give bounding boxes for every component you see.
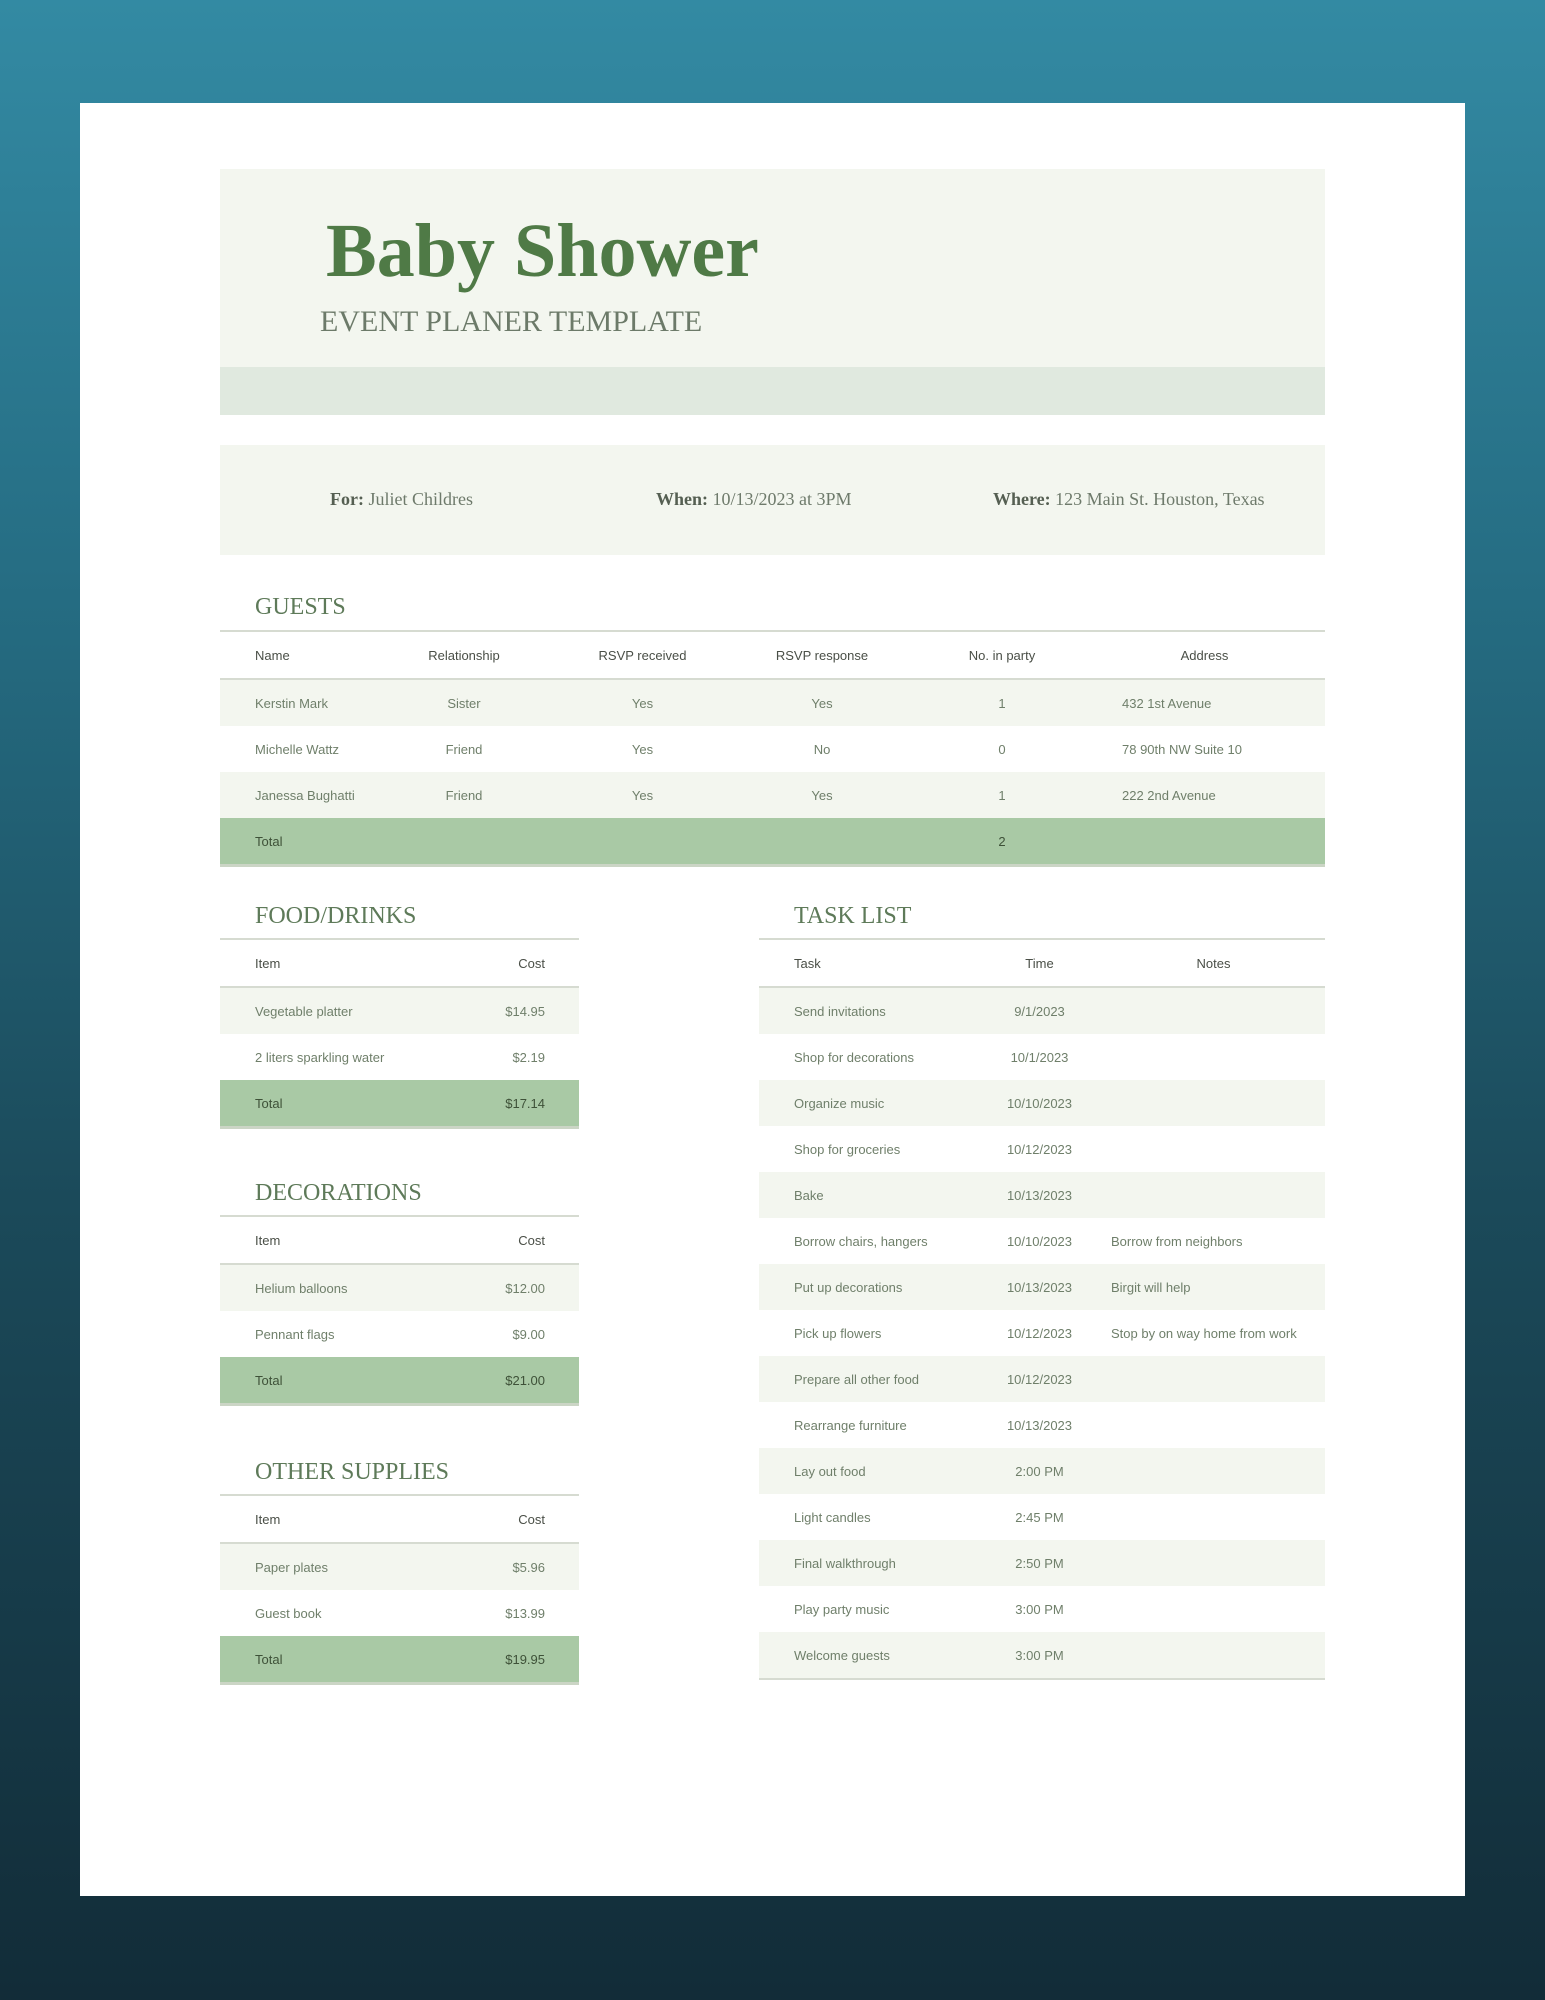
food-title: FOOD/DRINKS (255, 903, 417, 929)
task-time: 10/12/2023 (1006, 1141, 1073, 1157)
task-time: 2:00 PM (977, 1448, 1102, 1494)
decorations-col-item: Item (220, 1216, 450, 1264)
task-time: 10/13/2023 (977, 1264, 1102, 1310)
table-row (759, 1126, 1325, 1172)
task-notes (1102, 1402, 1325, 1448)
guest-rsvp-received: Yes (631, 741, 654, 757)
task-notes (1102, 1448, 1325, 1494)
task-notes (1102, 1494, 1325, 1540)
table-row (759, 1402, 1325, 1448)
guest-name: Michelle Wattz (255, 741, 340, 757)
task-notes (1102, 1126, 1325, 1172)
food-total-value: $17.14 (450, 1080, 579, 1128)
supply-cost: $13.99 (505, 1605, 545, 1621)
event-when (656, 489, 852, 510)
task-time: 3:00 PM (1015, 1601, 1064, 1617)
document-content (220, 169, 1325, 1667)
table-row (759, 1264, 1325, 1310)
guest-rsvp-received: Yes (561, 772, 724, 818)
table-row (220, 772, 1325, 818)
task-name: Put up decorations (759, 1264, 977, 1310)
table-row (759, 987, 1325, 1034)
guests-table (220, 630, 1325, 867)
guest-party: 1 (920, 772, 1084, 818)
event-where-value: 123 Main St. Houston, Texas (1055, 489, 1265, 509)
table-row (759, 1172, 1325, 1218)
event-where-label: Where: (993, 489, 1051, 509)
task-time: 10/12/2023 (1006, 1325, 1073, 1341)
task-name: Final walkthrough (759, 1540, 977, 1586)
task-name: Pick up flowers (794, 1325, 882, 1341)
decoration-item: Pennant flags (255, 1326, 335, 1342)
table-row (220, 726, 1325, 772)
task-name: Lay out food (759, 1448, 977, 1494)
guest-relationship: Friend (445, 741, 483, 757)
task-time: 3:00 PM (977, 1632, 1102, 1679)
task-name: Rearrange furniture (794, 1417, 907, 1433)
decorations-total-value: $21.00 (450, 1357, 579, 1405)
table-row (220, 1034, 579, 1080)
table-row (220, 1311, 579, 1357)
task-name: Light candles (794, 1509, 871, 1525)
guests-total-row (220, 818, 1325, 866)
guest-name: Kerstin Mark (220, 679, 367, 726)
guest-address: 432 1st Avenue (1084, 679, 1325, 726)
table-row (220, 1590, 579, 1636)
decoration-item: Helium balloons (220, 1264, 450, 1311)
guests-col-rsvp-response: RSVP response (724, 631, 920, 679)
task-notes: Stop by on way home from work (1111, 1325, 1297, 1341)
header-accent-bar (220, 367, 1325, 415)
task-notes (1102, 1080, 1325, 1126)
guests-total-party: 2 (920, 818, 1084, 866)
supplies-total-label: Total (220, 1636, 450, 1684)
supplies-header-row (220, 1495, 579, 1543)
decorations-total-label: Total (220, 1357, 450, 1405)
decoration-cost: $12.00 (450, 1264, 579, 1311)
task-time: 9/1/2023 (977, 987, 1102, 1034)
table-row (759, 1586, 1325, 1632)
guests-col-party: No. in party (920, 631, 1084, 679)
food-total-label: Total (220, 1080, 450, 1128)
table-row (220, 1543, 579, 1590)
task-name: Play party music (794, 1601, 890, 1617)
event-info-band (220, 445, 1325, 555)
table-row (759, 1632, 1325, 1679)
decorations-table (220, 1215, 579, 1406)
task-time: 10/10/2023 (977, 1080, 1102, 1126)
food-cost: $14.95 (450, 987, 579, 1034)
task-name: Shop for decorations (794, 1049, 914, 1065)
task-notes (1102, 1356, 1325, 1402)
guest-rsvp-response: No (813, 741, 831, 757)
decorations-total-row (220, 1357, 579, 1405)
guests-col-name: Name (220, 631, 367, 679)
guest-address: 78 90th NW Suite 10 (1122, 741, 1242, 757)
event-where (993, 489, 1265, 510)
task-time: 10/12/2023 (977, 1356, 1102, 1402)
table-row (220, 987, 579, 1034)
guest-rsvp-received: Yes (561, 679, 724, 726)
guests-col-rsvp-received: RSVP received (561, 631, 724, 679)
table-row (759, 1540, 1325, 1586)
guest-name: Janessa Bughatti (220, 772, 367, 818)
food-header-row (220, 939, 579, 987)
food-cost: $2.19 (512, 1049, 545, 1065)
table-row (759, 1080, 1325, 1126)
guest-rsvp-response: Yes (724, 772, 920, 818)
food-item: 2 liters sparkling water (255, 1049, 385, 1065)
supplies-col-cost: Cost (450, 1495, 579, 1543)
task-time: 2:45 PM (1015, 1509, 1064, 1525)
task-time: 10/13/2023 (1006, 1417, 1073, 1433)
decoration-cost: $9.00 (512, 1326, 545, 1342)
event-for-label: For: (330, 489, 364, 509)
task-notes (1102, 1632, 1325, 1679)
table-row (759, 1310, 1325, 1356)
decorations-header-row (220, 1216, 579, 1264)
task-notes (1102, 1586, 1325, 1632)
supply-item: Paper plates (220, 1543, 450, 1590)
guest-relationship: Friend (367, 772, 561, 818)
task-notes (1102, 1172, 1325, 1218)
task-name: Welcome guests (759, 1632, 977, 1679)
guest-rsvp-response: Yes (724, 679, 920, 726)
supplies-col-item: Item (220, 1495, 450, 1543)
guests-title: GUESTS (255, 594, 346, 620)
task-name: Shop for groceries (794, 1141, 901, 1157)
decorations-title: DECORATIONS (255, 1180, 422, 1206)
guests-col-relationship: Relationship (367, 631, 561, 679)
task-notes: Borrow from neighbors (1111, 1233, 1243, 1249)
supplies-table (220, 1494, 579, 1685)
task-time: 10/10/2023 (1006, 1233, 1073, 1249)
task-time: 10/13/2023 (977, 1172, 1102, 1218)
supplies-title: OTHER SUPPLIES (255, 1459, 450, 1485)
supply-cost: $5.96 (450, 1543, 579, 1590)
task-notes (1102, 1540, 1325, 1586)
food-table (220, 938, 579, 1129)
food-col-cost: Cost (450, 939, 579, 987)
page-title: Baby Shower (326, 209, 759, 293)
table-row (759, 1494, 1325, 1540)
tasks-title: TASK LIST (794, 903, 912, 929)
guests-header-row (220, 631, 1325, 679)
food-item: Vegetable platter (220, 987, 450, 1034)
guests-col-address: Address (1084, 631, 1325, 679)
page-subtitle: EVENT PLANER TEMPLATE (320, 305, 703, 338)
table-row (759, 1218, 1325, 1264)
task-name: Organize music (759, 1080, 977, 1126)
event-for-value: Juliet Childres (368, 489, 473, 509)
header-band (220, 169, 1325, 367)
table-row (759, 1448, 1325, 1494)
tasks-col-notes: Notes (1102, 939, 1325, 987)
task-name: Borrow chairs, hangers (794, 1233, 928, 1249)
tasks-body (759, 987, 1325, 1679)
task-name: Prepare all other food (759, 1356, 977, 1402)
task-name: Bake (759, 1172, 977, 1218)
task-name: Send invitations (759, 987, 977, 1034)
guest-address: 222 2nd Avenue (1084, 772, 1325, 818)
event-for (330, 489, 473, 510)
task-notes (1102, 1034, 1325, 1080)
food-total-row (220, 1080, 579, 1128)
event-when-value: 10/13/2023 at 3PM (712, 489, 852, 509)
tasks-col-time: Time (977, 939, 1102, 987)
guests-total-label: Total (220, 818, 367, 866)
table-row (759, 1356, 1325, 1402)
table-row (220, 1264, 579, 1311)
document-page (80, 103, 1465, 1896)
supply-item: Guest book (255, 1605, 322, 1621)
task-notes: Birgit will help (1102, 1264, 1325, 1310)
task-time: 2:50 PM (977, 1540, 1102, 1586)
table-row (759, 1034, 1325, 1080)
task-time: 10/1/2023 (1010, 1049, 1069, 1065)
event-when-label: When: (656, 489, 709, 509)
guest-party: 0 (998, 741, 1006, 757)
tasks-col-task: Task (759, 939, 977, 987)
tasks-header-row (759, 939, 1325, 987)
decorations-col-cost: Cost (450, 1216, 579, 1264)
tasks-table (759, 938, 1325, 1680)
supplies-total-row (220, 1636, 579, 1684)
guest-party: 1 (920, 679, 1084, 726)
supplies-total-value: $19.95 (450, 1636, 579, 1684)
table-row (220, 679, 1325, 726)
task-notes (1102, 987, 1325, 1034)
food-col-item: Item (220, 939, 450, 987)
guest-relationship: Sister (367, 679, 561, 726)
